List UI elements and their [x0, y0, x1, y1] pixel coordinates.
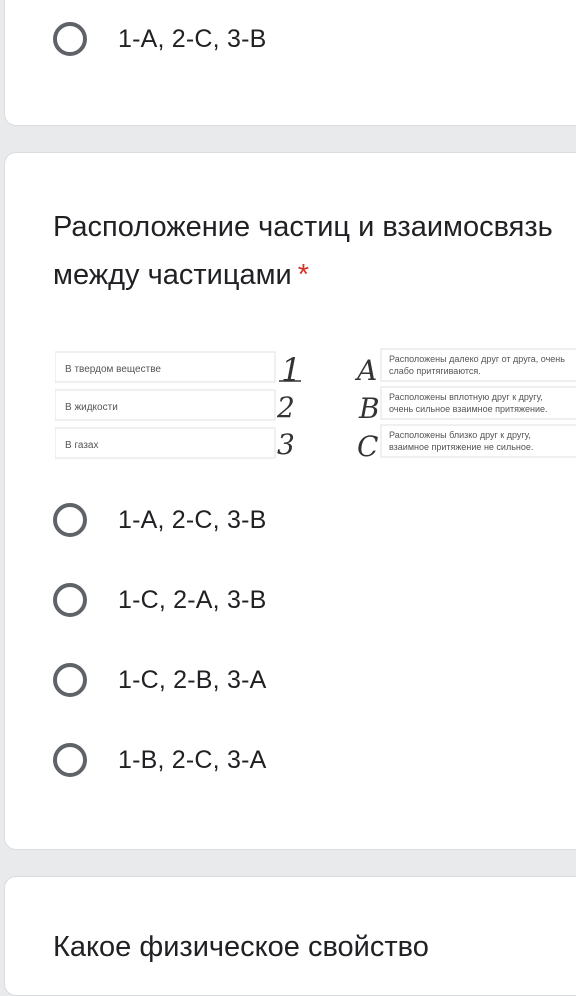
radio-option[interactable] [53, 17, 266, 61]
question-title: Какое физическое свойство [53, 931, 429, 963]
radio-option[interactable] [53, 658, 266, 702]
radio-button-icon[interactable] [53, 22, 87, 56]
option-label: 1-A, 2-C, 3-B [118, 505, 267, 534]
image-left-field-3: В газах [65, 440, 99, 451]
radio-button-icon[interactable] [53, 583, 87, 617]
question-title-text: Расположение частиц и взаимосвязь между частицами [53, 211, 553, 291]
image-left-field-1: В твердом веществе [65, 364, 161, 375]
image-right-field-2-line-1: Расположены вплотную друг к другу, [389, 392, 543, 402]
handwritten-number-3: 3 [277, 428, 295, 461]
radio-option[interactable] [53, 738, 266, 782]
image-right-field-1-line-1: Расположены далеко друг от друга, очень [389, 354, 565, 364]
question-image [55, 347, 576, 467]
radio-option[interactable] [53, 578, 266, 622]
image-right-field-1-line-2: слабо притягиваются. [389, 366, 481, 376]
image-right-field-3-line-2: взаимное притяжение не сильное. [389, 442, 534, 452]
question-card [4, 152, 576, 850]
handwritten-number-1: 1 [281, 351, 302, 389]
question-card-next [4, 876, 576, 996]
radio-button-icon[interactable] [53, 503, 87, 537]
radio-button-icon[interactable] [53, 743, 87, 777]
question-title [53, 203, 573, 299]
handwritten-number-2: 2 [277, 391, 295, 424]
handwritten-letter-c: C [357, 430, 379, 463]
radio-option[interactable] [53, 498, 266, 542]
handwritten-letter-b: B [359, 392, 380, 425]
required-asterisk: * [297, 259, 310, 291]
option-label: 1-C, 2-B, 3-A [118, 665, 267, 694]
option-label: 1-B, 2-C, 3-A [118, 745, 267, 774]
option-label: 1-A, 2-C, 3-B [118, 24, 267, 53]
image-right-field-2-line-2: очень сильное взаимное притяжение. [389, 404, 548, 414]
handwritten-letter-a: A [357, 354, 378, 387]
question-card-previous [4, 0, 576, 126]
image-left-field-2: В жидкости [65, 402, 118, 413]
image-right-field-3-line-1: Расположены близко друг к другу, [389, 430, 531, 440]
option-label: 1-C, 2-A, 3-B [118, 585, 267, 614]
radio-button-icon[interactable] [53, 663, 87, 697]
